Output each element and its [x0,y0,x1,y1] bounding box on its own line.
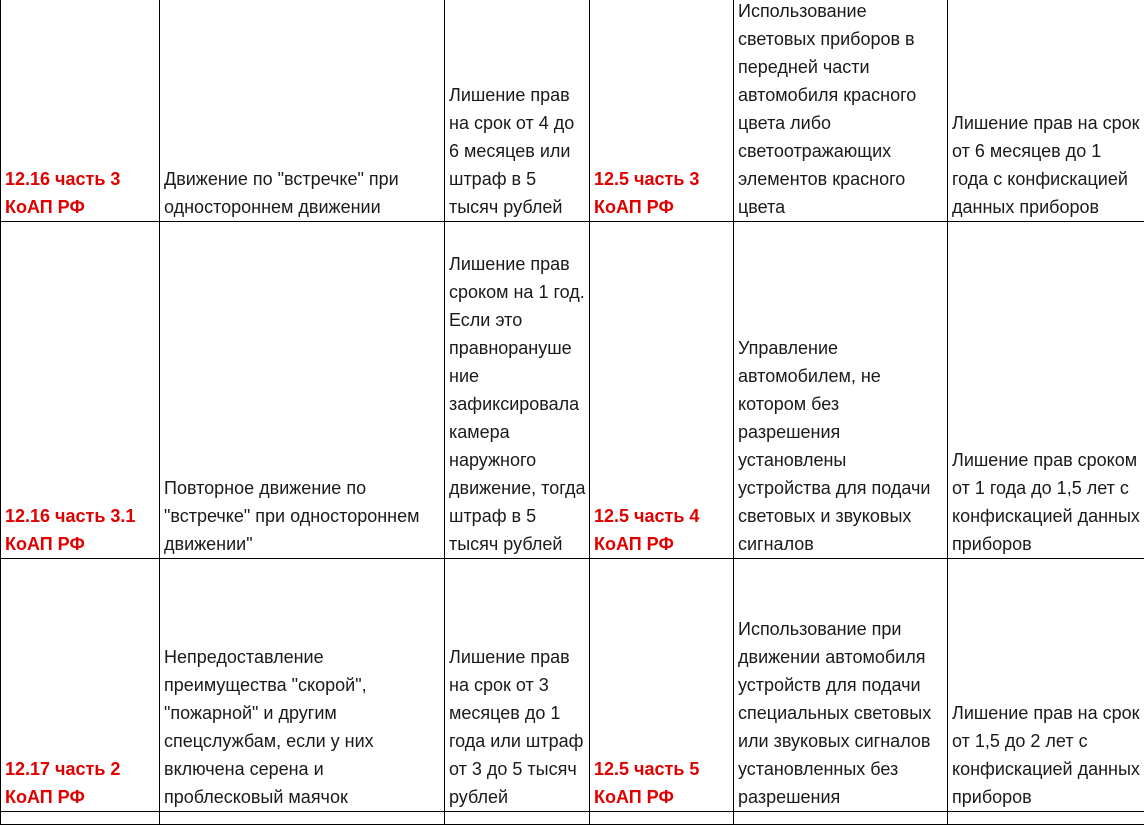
cell-description-a[interactable] [160,0,445,222]
penalty-text: Лишение прав на срок от 3 месяцев до 1 года или штраф от 3 до 5 тысяч рублей [449,647,583,807]
cell-code-a[interactable] [1,222,160,559]
article-code: 12.5 часть 5 КоАП РФ [594,759,699,807]
violation-description: Использование световых приборов в передней части автомобиля красного цвета либо светоотражающих элементов красного цвета [738,1,916,217]
cell-empty[interactable] [590,812,734,825]
cell-description-a[interactable] [160,222,445,559]
cell-empty[interactable] [160,812,445,825]
cell-penalty-b[interactable] [948,559,1144,812]
cell-description-a[interactable] [160,559,445,812]
penalty-text: Лишение прав на срок от 6 месяцев до 1 года с конфискацией данных приборов [952,113,1140,217]
article-code: 12.5 часть 4 КоАП РФ [594,506,699,554]
cell-empty[interactable] [734,812,948,825]
penalty-text: Лишение прав сроком от 1 года до 1,5 лет с конфискацией данных приборов [952,450,1140,554]
violation-description: Повторное движение по "встречке" при одностороннем движении" [164,478,420,554]
cell-penalty-b[interactable] [948,0,1144,222]
table-row-partial [1,812,1144,825]
table-row [1,222,1144,559]
cell-empty[interactable] [1,812,160,825]
article-code: 12.16 часть 3.1 КоАП РФ [5,506,135,554]
cell-code-b[interactable] [590,0,734,222]
cell-penalty-a[interactable] [445,0,590,222]
violation-description: Непредоставление преимущества "скорой", "пожарной" и другим спецслужбам, если у них включена серена и проблесковый маячок [164,647,374,807]
cell-code-a[interactable] [1,559,160,812]
article-code: 12.5 часть 3 КоАП РФ [594,169,699,217]
cell-code-b[interactable] [590,559,734,812]
violation-description: Движение по "встречке" при одностороннем движении [164,169,399,217]
violation-description: Управление автомобилем, не котором без разрешения установлены устройства для подачи световых и звуковых сигналов [738,338,930,554]
article-code: 12.16 часть 3 КоАП РФ [5,169,120,217]
cell-penalty-a[interactable] [445,222,590,559]
cell-code-b[interactable] [590,222,734,559]
cell-penalty-b[interactable] [948,222,1144,559]
article-code: 12.17 часть 2 КоАП РФ [5,759,120,807]
table-row [1,0,1144,222]
cell-empty[interactable] [948,812,1144,825]
violation-description: Использование при движении автомобиля устройств для подачи специальных световых или звуковых сигналов установленных без разрешения [738,619,931,807]
cell-penalty-a[interactable] [445,559,590,812]
cell-code-a[interactable] [1,0,160,222]
penalty-text: Лишение прав сроком на 1 год. Если это правнорануше ние зафиксировала камера наружного движение, тогда штраф в 5 тысяч рублей [449,254,586,554]
cell-description-b[interactable] [734,222,948,559]
cell-description-b[interactable] [734,559,948,812]
penalty-text: Лишение прав на срок от 4 до 6 месяцев или штраф в 5 тысяч рублей [449,85,574,217]
cell-description-b[interactable] [734,0,948,222]
penalty-text: Лишение прав на срок от 1,5 до 2 лет с конфискацией данных приборов [952,703,1140,807]
cell-empty[interactable] [445,812,590,825]
table-row [1,559,1144,812]
